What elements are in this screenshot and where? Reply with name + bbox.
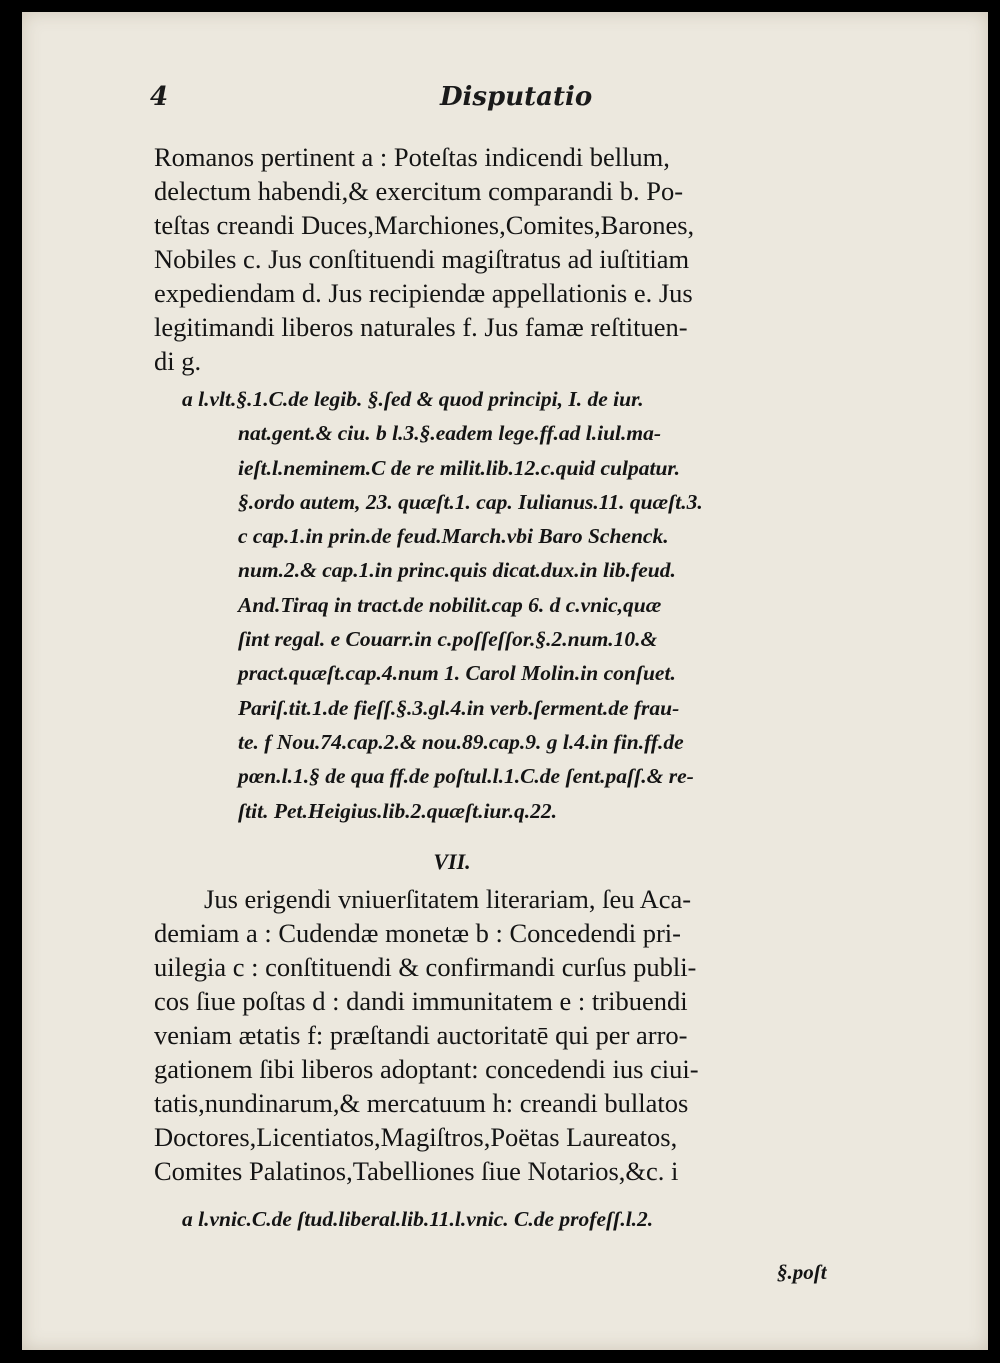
text-line: demiam a : Cudendæ monetæ b : Concedendi pri- (154, 918, 681, 948)
footnote-line: num.2.& cap.1.in princ.quis dicat.dux.in lib.feud. (238, 558, 676, 583)
catchword: §.poſt (777, 1260, 827, 1284)
running-title: Disputatio (440, 82, 593, 112)
text-line: Romanos pertinent a : Poteſtas indicendi bellum, (154, 142, 670, 172)
text-line: teſtas creandi Duces,Marchiones,Comites,Barones, (154, 210, 695, 240)
footnote-line: And.Tiraq in tract.de nobilit.cap 6. d c.vnic,quæ (238, 592, 662, 617)
footnote-line: pract.quæſt.cap.4.num 1. Carol Molin.in conſuet. (238, 661, 676, 686)
footnote-line: ſint regal. e Couarr.in c.poſſeſſor.§.2.num.10.& (238, 627, 658, 652)
footnotes-block-1 (182, 382, 872, 828)
main-text-block-2 (154, 882, 866, 1188)
footnote-line: a l.vnic.C.de ſtud.liberal.lib.11.l.vnic. C.de profeſſ.l.2. (182, 1207, 654, 1231)
text-line: gationem ſibi liberos adoptant: concedendi ius ciui- (154, 1054, 699, 1084)
footnote-line: c cap.1.in prin.de feud.March.vbi Baro Schenck. (238, 524, 669, 549)
text-line: delectum habendi,& exercitum comparandi b. Po- (154, 176, 684, 206)
footnote-line: nat.gent.& ciu. b l.3.§.eadem lege.ff.ad l.iul.ma- (238, 421, 662, 446)
section-heading: VII. (433, 849, 471, 874)
text-line: cos ſiue poſtas d : dandi immunitatem e : tribuendi (154, 986, 688, 1016)
page-header (150, 82, 710, 122)
footnotes-block-2 (182, 1202, 872, 1236)
text-line: Jus erigendi vniuerſitatem literariam, ſeu Aca- (204, 884, 692, 914)
footnote-line: te. f Nou.74.cap.2.& nou.89.cap.9. g l.4.in fin.ff.de (238, 729, 684, 754)
text-line: expediendam d. Jus recipiendæ appellationis e. Jus (154, 278, 693, 308)
main-text-block-1 (154, 140, 866, 378)
text-line: Nobiles c. Jus conſtituendi magiſtratus ad iuſtitiam (154, 244, 690, 274)
footnote-line: a l.vlt.§.1.C.de legib. §.ſed & quod principi, I. de iur. (182, 387, 644, 411)
footnote-line: ieſt.l.neminem.C de re milit.lib.12.c.quid culpatur. (238, 455, 680, 480)
section-heading-wrap (362, 844, 542, 880)
footnote-line: pœn.l.1.§ de qua ff.de poſtul.l.1.C.de ſent.paſſ.& re- (238, 764, 694, 789)
footnote-line: §.ordo autem, 23. quæſt.1. cap. Iulianus.11. quæſt.3. (238, 489, 703, 514)
footnote-line: ſtit. Pet.Heigius.lib.2.quæſt.iur.q.22. (238, 798, 557, 823)
text-line: veniam ætatis f: præſtandi auctoritatē qui per arro- (154, 1020, 688, 1050)
text-line: di g. (154, 346, 202, 376)
page-number: 4 (150, 82, 169, 112)
text-line: legitimandi liberos naturales f. Jus famæ reſtituen- (154, 312, 688, 342)
footnote-line: Pariſ.tit.1.de fieſſ.§.3.gl.4.in verb.ſerment.de frau- (238, 695, 680, 720)
text-line: Doctores,Licentiatos,Magiſtros,Poëtas Laureatos, (154, 1122, 678, 1152)
text-line: Comites Palatinos,Tabelliones ſiue Notarios,&c. i (154, 1156, 679, 1186)
text-line: uilegia c : conſtituendi & confirmandi curſus publi- (154, 952, 697, 982)
text-line: tatis,nundinarum,& mercatuum h: creandi bullatos (154, 1088, 689, 1118)
book-page (22, 12, 988, 1350)
